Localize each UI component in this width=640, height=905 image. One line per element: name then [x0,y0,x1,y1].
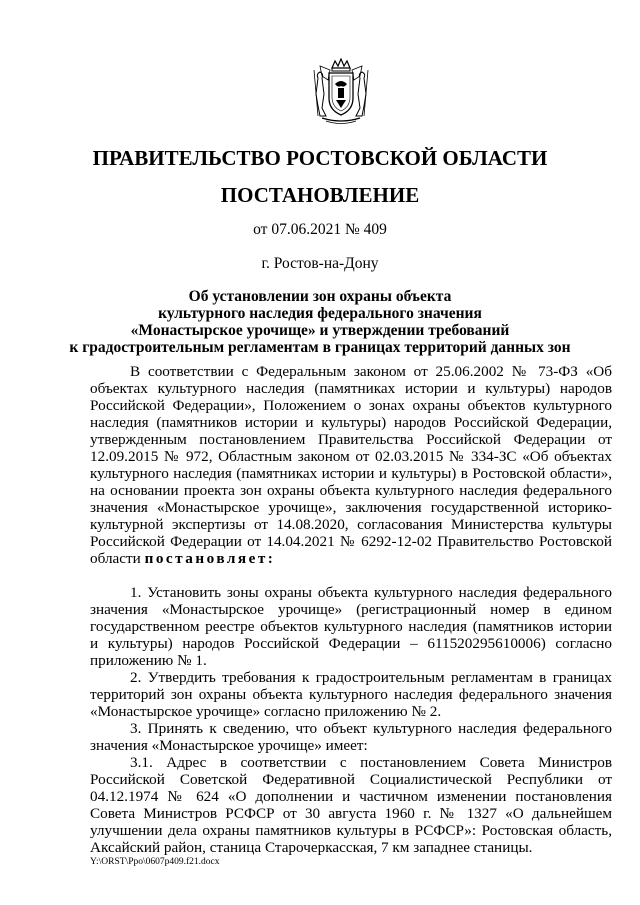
title-line: к градостроительным регламентам в границах территорий данных зон [69,339,571,356]
organization-heading: ПРАВИТЕЛЬСТВО РОСТОВСКОЙ ОБЛАСТИ [92,146,548,170]
file-path-footer: Y:\ORST\Ppo\0607p409.f21.docx [90,857,220,867]
item-paragraph: 1. Установить зоны охраны объекта культурного наследия федерального значения «Монастырское урочище» (регистрационный номер в едином государственном реестре объектов культурного наследия (памятников истории и культуры) народов Российской Федерации – 611520295610006) согласно приложению № 1. [90,584,612,669]
preamble-paragraph [90,363,612,567]
item-paragraph: 2. Утвердить требования к градостроительным регламентам в границах территорий зон охраны объекта культурного наследия федерального значения «Монастырское урочище» согласно приложению № 2. [90,669,612,720]
item-paragraph: 3. Принять к сведению, что объект культурного наследия федерального значения «Монастырское урочище» имеет: [90,720,612,754]
document-title [60,288,580,356]
coat-of-arms-icon [310,58,372,126]
document-date-number: от 07.06.2021 № 409 [253,221,387,238]
decree-word: постановляет: [144,550,276,567]
item-paragraph: 3.1. Адрес в соответствии с постановлением Совета Министров Российской Советской Федеративной Социалистической Республики от 04.12.1974 № 624 «О дополнении и частичном изменении постановления Совета Министров РСФСР от 30 августа 1960 г. № 1327 «О дальнейшем улучшении дела охраны памятников культуры в РСФСР»: Ростовская область, Аксайский район, станица Старочеркасская, 7 км западнее станицы. [90,754,612,856]
document-type-heading: ПОСТАНОВЛЕНИЕ [220,183,420,207]
title-line: Об установлении зон охраны объекта [188,288,452,305]
preamble-text: В соответствии с Федеральным законом от 25.06.2002 № 73-ФЗ «Об объектах культурного наследия (памятниках истории и культуры) народов Российской Федерации», Положением о зонах охраны объектов культурного наследия (памятников истории и культуры) народов Российской Федерации, утвержденным постановлением Правительства Российской Федерации от 12.09.2015 № 972, Областным законом от 02.03.2015 № 334-ЗС «Об объектах культурного наследия (памятниках истории и культуры) в Ростовской области», на основании проекта зон охраны объекта культурного наследия федерального значения «Монастырское урочище», заключения государственной историко-культурной экспертизы от 14.08.2020, согласования Министерства культуры Российской Федерации от 14.04.2021 № 6292-12-02 Правительство Ростовской области [90,363,612,567]
title-line: «Монастырское урочище» и утверждении требований [130,322,510,339]
document-city: г. Ростов-на-Дону [261,255,379,272]
title-line: культурного наследия федерального значения [158,305,482,322]
document-body [90,363,612,856]
